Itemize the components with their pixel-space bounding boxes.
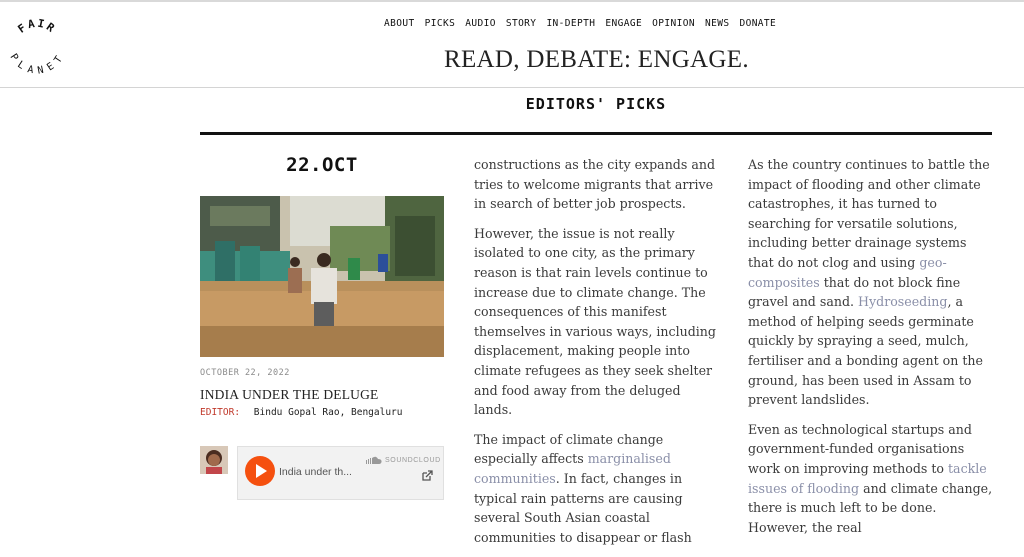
text-run: Even as technological startups and government-funded organisations work on improving methods to: [748, 421, 972, 476]
paragraph: [748, 155, 993, 410]
logo-mark: [6, 14, 68, 76]
text-run: . In fact, changes in typical rain patterns are causing several South Asian coastal communities to disappear or flash: [474, 470, 692, 545]
svg-text:FAIR: [16, 17, 59, 36]
editor-label: EDITOR:: [200, 407, 241, 418]
logo-text-top: FAIR: [15, 16, 59, 36]
article-title[interactable]: INDIA UNDER THE DELUGE: [200, 387, 379, 402]
nav-about[interactable]: ABOUT: [384, 18, 415, 29]
paragraph: constructions as the city expands and tries to welcome migrants that arrive in search of better job prospects.: [474, 157, 716, 212]
text-run: The impact of climate change especially affects: [474, 431, 664, 467]
svg-text:PLANET: [7, 52, 66, 76]
soundcloud-label: SOUNDCLOUD: [385, 456, 441, 464]
top-border: [0, 0, 1024, 2]
text-run: and climate change, there is much left to be done. However, the real: [748, 480, 993, 535]
nav-audio[interactable]: AUDIO: [465, 18, 496, 29]
share-icon[interactable]: [422, 470, 433, 481]
flooded-street-image: [200, 196, 444, 357]
article-photo[interactable]: [200, 196, 444, 357]
link-marginalised-communities[interactable]: marginalised communities: [474, 451, 671, 486]
play-icon[interactable]: [245, 456, 275, 486]
nav-donate[interactable]: DONATE: [739, 18, 777, 29]
paragraph: However, the issue is not really isolated to one city, as the primary reason is that rain levels continue to increase due to climate change. The consequences of this manifest themselves in various ways, including displacement, making people into climate refugees as they seek shelter and food away from the deluged lands.: [474, 225, 716, 418]
soundcloud-icon: [366, 456, 382, 464]
fair-planet-logo[interactable]: [6, 14, 68, 76]
editor-credit: [200, 407, 403, 418]
editor-name: Bindu Gopal Rao, Bengaluru: [253, 407, 403, 418]
nav-engage[interactable]: ENGAGE: [605, 18, 643, 29]
nav-picks[interactable]: PICKS: [424, 18, 456, 29]
pick-date: 22.OCT: [286, 154, 358, 176]
text-run: , a method of helping seeds germinate quickly by spraying a seed, mulch, fertiliser and a bonding agent on the ground, has been used in Assam to prevent landslides.: [748, 294, 983, 408]
section-divider: [200, 132, 992, 135]
link-geo-composites[interactable]: geo-composites: [748, 254, 947, 290]
nav-story[interactable]: STORY: [505, 18, 537, 29]
text-run: As the country continues to battle the impact of flooding and other climate catastrophes, it has turned to searching for versatile solutions, including better drainage systems that do not clog and using: [748, 157, 990, 270]
logo-text-bottom: PLANET: [7, 51, 67, 76]
nav-news[interactable]: NEWS: [704, 18, 730, 29]
article-column-middle: [474, 155, 719, 557]
section-title: EDITORS' PICKS: [525, 95, 667, 113]
link-tackle-issues-of-flooding[interactable]: tackle issues of flooding: [748, 460, 987, 496]
track-title[interactable]: India under th...: [279, 466, 352, 478]
soundcloud-brand[interactable]: [366, 456, 441, 464]
paragraph: [474, 430, 719, 548]
nav-in-depth[interactable]: IN-DEPTH: [546, 18, 596, 29]
avatar-image: [200, 446, 228, 474]
link-hydroseeding[interactable]: Hydroseeding: [858, 294, 948, 310]
text-run: that do not block fine gravel and sand.: [748, 274, 961, 310]
nav-opinion[interactable]: OPINION: [652, 18, 695, 29]
publish-date: OCTOBER 22, 2022: [200, 368, 290, 378]
main-nav: [384, 18, 786, 30]
soundcloud-player[interactable]: [237, 446, 444, 500]
author-avatar: [200, 446, 228, 474]
site-tagline: READ, DEBATE: ENGAGE.: [444, 46, 749, 73]
paragraph: [748, 420, 993, 538]
article-column-right: [748, 155, 993, 547]
header-divider: [0, 87, 1024, 88]
